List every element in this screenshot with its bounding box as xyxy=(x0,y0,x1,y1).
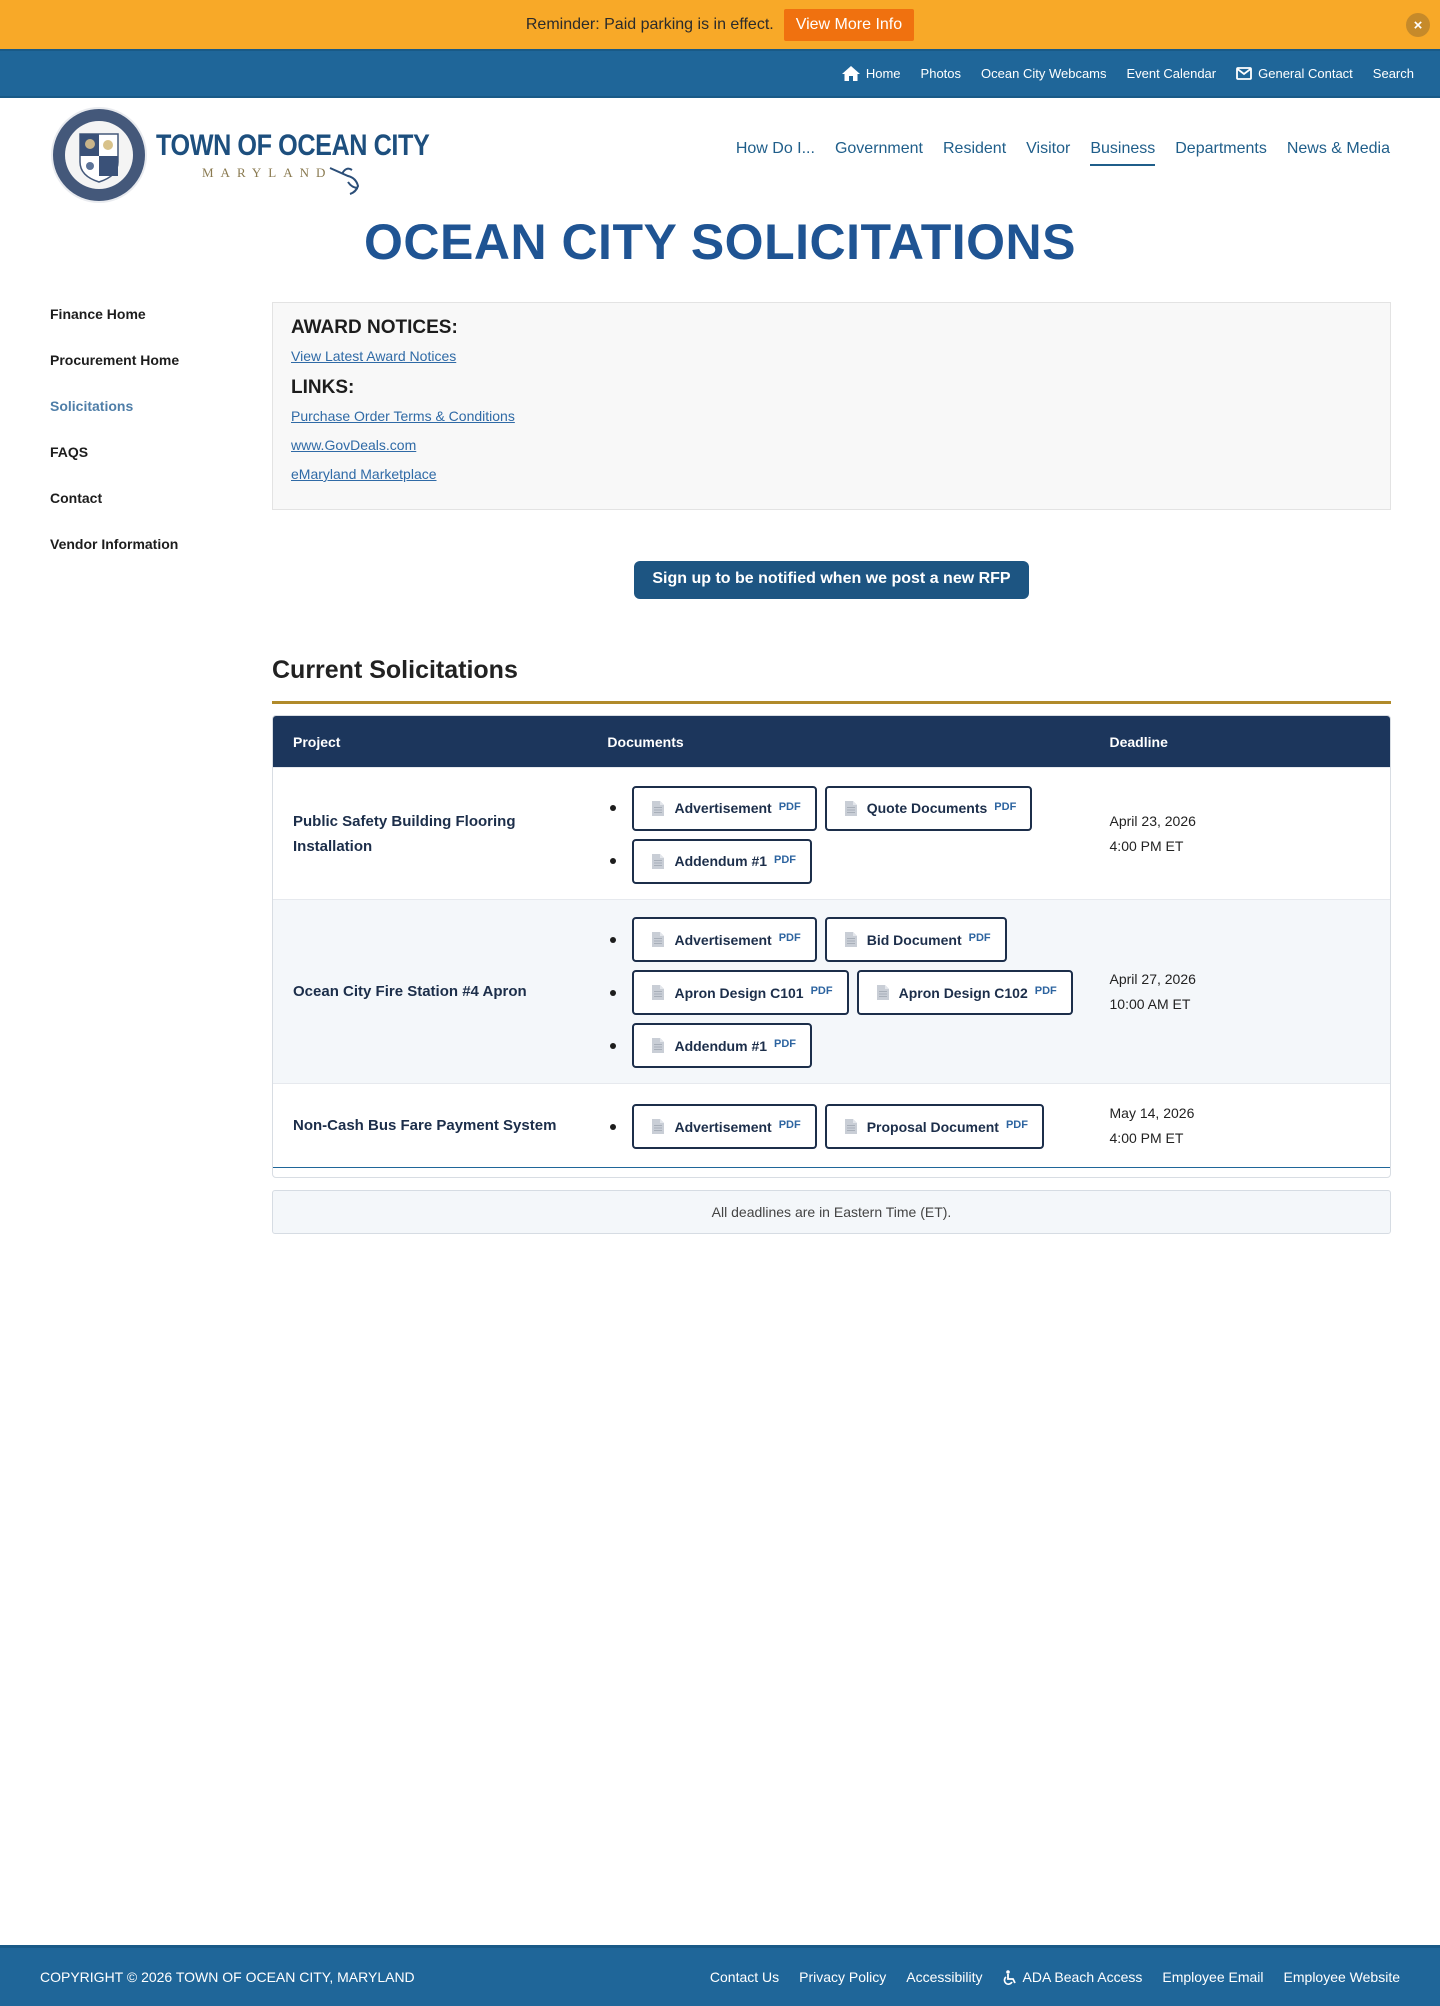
document-icon xyxy=(652,985,664,1000)
sidebar-item-procurement-home[interactable]: Procurement Home xyxy=(50,352,180,368)
pdf-badge: PDF xyxy=(778,1119,801,1131)
utility-nav xyxy=(0,49,1440,98)
header-deadline: Deadline xyxy=(1109,733,1168,750)
bullet-icon xyxy=(610,805,616,811)
document-pdf-button[interactable] xyxy=(632,917,816,962)
deadline-date: April 27, 2026 xyxy=(1109,970,1196,987)
table-footer-rule xyxy=(273,1167,1390,1177)
main-content xyxy=(272,302,1391,1220)
sidebar-item-contact[interactable]: Contact xyxy=(50,490,103,506)
sidebar xyxy=(50,300,250,576)
town-seal-icon xyxy=(50,106,148,204)
bullet-icon xyxy=(610,990,616,996)
alert-message: Reminder: Paid parking is in effect. xyxy=(525,15,774,33)
pdf-badge: PDF xyxy=(994,800,1017,813)
deadline-cell xyxy=(1110,809,1390,859)
documents-cell xyxy=(607,903,1109,1080)
pdf-badge: PDF xyxy=(774,1038,797,1050)
site-logo[interactable] xyxy=(50,106,481,204)
document-icon xyxy=(652,1119,664,1134)
document-name: Advertisement xyxy=(674,1118,772,1135)
document-list xyxy=(607,903,1109,1080)
pdf-badge: PDF xyxy=(1034,985,1057,997)
document-pdf-button[interactable] xyxy=(825,1104,1044,1149)
project-name: Ocean City Fire Station #4 Apron xyxy=(293,983,527,1000)
solicitations-table xyxy=(272,715,1391,1178)
links-heading: LINKS: xyxy=(291,377,355,398)
document-name: Advertisement xyxy=(674,931,772,948)
deadline-time: 10:00 AM ET xyxy=(1109,995,1191,1012)
pdf-badge: PDF xyxy=(774,853,797,866)
document-name: Quote Documents xyxy=(866,800,988,816)
document-icon xyxy=(652,801,664,816)
document-name: Apron Design C102 xyxy=(898,984,1028,1001)
document-pdf-button[interactable] xyxy=(632,839,812,884)
footer-employee-email[interactable]: Employee Email xyxy=(1162,1969,1264,1985)
document-icon xyxy=(652,1038,664,1053)
document-list-item xyxy=(607,917,1109,962)
document-list-item xyxy=(607,970,1109,1015)
document-pdf-button[interactable] xyxy=(825,917,1007,962)
util-event-calendar-link[interactable]: Event Calendar xyxy=(1126,66,1217,81)
document-pdf-button[interactable] xyxy=(632,1104,816,1149)
copyright-text: COPYRIGHT © 2026 TOWN OF OCEAN CITY, MARYLAND xyxy=(40,1969,415,1985)
section-divider xyxy=(272,701,1391,704)
deadline-time: 4:00 PM ET xyxy=(1109,1129,1184,1146)
nav-how-do-i[interactable]: How Do I... xyxy=(735,140,815,157)
documents-cell xyxy=(607,772,1109,896)
document-list-item xyxy=(607,1023,1109,1068)
footer-ada-label: ADA Beach Access xyxy=(1022,1969,1143,1985)
document-name: Addendum #1 xyxy=(674,1037,768,1054)
footer-privacy-policy[interactable]: Privacy Policy xyxy=(799,1969,887,1985)
bullet-icon xyxy=(610,1124,616,1130)
document-pdf-button[interactable] xyxy=(825,786,1033,831)
footer xyxy=(0,1945,1440,2006)
document-name: Advertisement xyxy=(674,800,772,816)
project-name: Public Safety Building Flooring Installation xyxy=(293,812,516,855)
table-row xyxy=(273,1083,1390,1167)
deadline-note: All deadlines are in Eastern Time (ET). xyxy=(272,1190,1391,1234)
sidebar-item-finance-home[interactable]: Finance Home xyxy=(50,306,146,322)
close-icon: × xyxy=(1413,16,1423,34)
document-icon xyxy=(652,854,664,869)
nav-resident[interactable]: Resident xyxy=(943,140,1007,157)
document-name: Proposal Document xyxy=(866,1118,999,1135)
document-icon xyxy=(652,932,664,947)
rfp-signup-button[interactable]: Sign up to be notified when we post a new RFP xyxy=(634,561,1028,599)
alert-bar xyxy=(0,0,1440,49)
page-title: OCEAN CITY SOLICITATIONS xyxy=(363,214,1077,270)
util-home-label: Home xyxy=(865,66,901,81)
pdf-badge: PDF xyxy=(778,932,801,944)
signup-wrap xyxy=(272,561,1391,599)
po-terms-link[interactable]: Purchase Order Terms & Conditions xyxy=(291,408,515,424)
view-award-notices-link[interactable]: View Latest Award Notices xyxy=(291,348,457,364)
pdf-badge: PDF xyxy=(778,800,801,813)
document-pdf-button[interactable] xyxy=(632,970,848,1015)
header-project: Project xyxy=(293,733,341,750)
wheelchair-icon xyxy=(1003,1970,1017,1985)
sidebar-item-vendor-information[interactable]: Vendor Information xyxy=(50,536,179,552)
table-body xyxy=(273,767,1390,1167)
util-home-link[interactable] xyxy=(842,66,901,81)
project-name: Non-Cash Bus Fare Payment System xyxy=(293,1117,557,1134)
pdf-badge: PDF xyxy=(968,932,991,944)
footer-ada-beach-access[interactable] xyxy=(1003,1969,1143,1985)
document-pdf-button[interactable] xyxy=(857,970,1073,1015)
nav-departments[interactable]: Departments xyxy=(1175,140,1267,157)
pdf-badge: PDF xyxy=(1005,1119,1028,1131)
deadline-cell xyxy=(1110,967,1390,1017)
logo-title: TOWN OF OCEAN CITY xyxy=(156,129,430,162)
document-name: Bid Document xyxy=(866,931,962,948)
util-general-contact-label: General Contact xyxy=(1258,66,1353,81)
table-header xyxy=(273,716,1390,767)
nav-news-media[interactable]: News & Media xyxy=(1286,140,1390,157)
deadline-time: 4:00 PM ET xyxy=(1109,837,1184,854)
nav-business[interactable]: Business xyxy=(1090,140,1155,166)
bullet-icon xyxy=(610,937,616,943)
table-row xyxy=(273,767,1390,899)
document-icon xyxy=(845,1119,857,1134)
document-icon xyxy=(877,985,889,1000)
document-list-item xyxy=(607,786,1109,831)
footer-links xyxy=(690,1969,1400,1985)
bullet-icon xyxy=(610,858,616,864)
util-search-link[interactable]: Search xyxy=(1372,66,1414,81)
envelope-icon xyxy=(1236,67,1252,80)
util-webcams-link[interactable]: Ocean City Webcams xyxy=(981,66,1107,81)
documents-cell xyxy=(607,1090,1109,1161)
logo-subtitle: MARYLAND xyxy=(202,165,333,180)
links-box xyxy=(272,302,1391,510)
deadline-date: May 14, 2026 xyxy=(1109,1104,1195,1121)
document-icon xyxy=(845,801,857,816)
footer-contact-us[interactable]: Contact Us xyxy=(709,1969,780,1985)
document-pdf-button[interactable] xyxy=(632,1023,812,1068)
document-pdf-button[interactable] xyxy=(632,786,816,831)
footer-accessibility[interactable]: Accessibility xyxy=(906,1969,983,1985)
document-icon xyxy=(845,932,857,947)
emaryland-link[interactable]: eMaryland Marketplace xyxy=(291,466,437,482)
close-alert-button[interactable] xyxy=(1406,13,1430,37)
marlin-icon xyxy=(328,162,362,196)
util-photos-link[interactable]: Photos xyxy=(920,66,962,81)
sidebar-item-solicitations[interactable]: Solicitations xyxy=(50,398,134,414)
document-name: Apron Design C101 xyxy=(674,984,804,1001)
award-notices-heading: AWARD NOTICES: xyxy=(291,317,458,338)
sidebar-item-faqs[interactable]: FAQS xyxy=(50,444,89,460)
document-name: Addendum #1 xyxy=(674,853,768,869)
govdeals-link[interactable]: www.GovDeals.com xyxy=(291,437,417,453)
footer-employee-website[interactable]: Employee Website xyxy=(1283,1969,1400,1985)
util-general-contact-link[interactable] xyxy=(1236,66,1353,81)
view-more-info-button[interactable]: View More Info xyxy=(784,9,914,41)
document-list-item xyxy=(607,839,1109,884)
main-nav xyxy=(716,140,1390,166)
document-list xyxy=(607,1090,1109,1161)
pdf-badge: PDF xyxy=(810,985,833,997)
table-row xyxy=(273,899,1390,1083)
deadline-date: April 23, 2026 xyxy=(1109,812,1196,829)
deadline-cell xyxy=(1110,1101,1390,1151)
bullet-icon xyxy=(610,1043,616,1049)
header-documents: Documents xyxy=(607,733,684,750)
current-solicitations-heading: Current Solicitations xyxy=(272,656,518,684)
nav-government[interactable]: Government xyxy=(834,140,923,157)
document-list-item xyxy=(607,1104,1109,1149)
document-list xyxy=(607,772,1109,896)
home-icon xyxy=(842,66,860,81)
nav-visitor[interactable]: Visitor xyxy=(1026,140,1071,157)
